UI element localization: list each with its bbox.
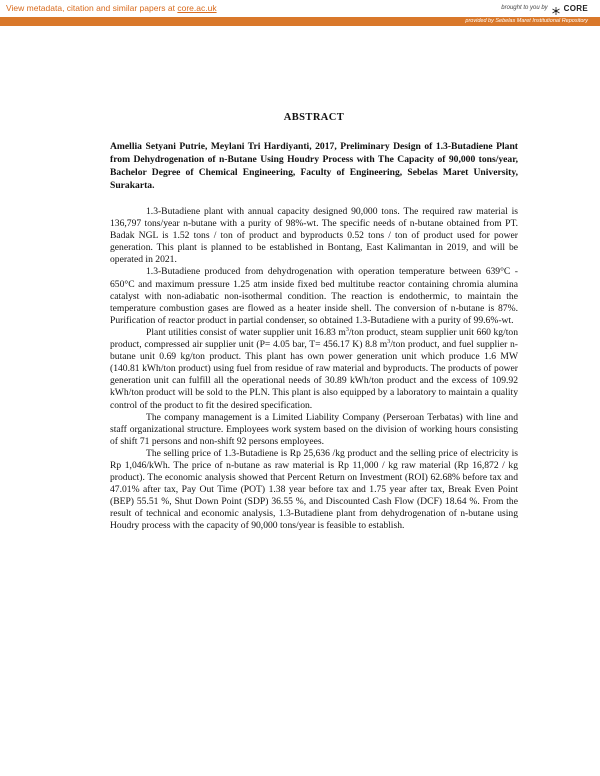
provided-by-text: provided by Sebelas Maret Institutional Repository [465, 18, 588, 24]
provided-by-bar [0, 17, 600, 26]
core-metadata-label: View metadata, citation and similar papers at [6, 3, 178, 13]
superscript-cubic-2: 3 [387, 338, 391, 345]
brought-to-you-label: brought to you by [501, 5, 548, 11]
superscript-cubic-1: 3 [345, 326, 349, 333]
core-brand[interactable] [501, 3, 588, 13]
core-metadata-text [6, 3, 217, 13]
core-link[interactable]: core.ac.uk [177, 3, 217, 13]
paragraph-management: The company management is a Limited Liability Company (Perseroan Terbatas) with line and staff organizational structure. Employees work system based on the division of working hours consisting of shift 71 persons and non-shift 92 persons employees. [110, 411, 518, 447]
abstract-page [110, 112, 518, 533]
paragraph-utilities [110, 327, 518, 412]
paragraph-process: 1.3-Butadiene produced from dehydrogenation with operation temperature between 639°C - 650°C and maximum pressure 1.25 atm inside fixed bed multitube reactor containing chromia alumina catalyst with non-adiabatic non-isothermal condition. The reaction is endothermic, to maintain the temperature combustion gases are flowed as a heater inside shell. The conversion of n-butane is 87%. Purification of reactor product in partial condenser, so obtained 1.3-Butadiene with a purity of 99.6%-wt. [110, 266, 518, 326]
paragraph-capacity: 1.3-Butadiene plant with annual capacity designed 90,000 tons. The required raw material is 136,797 tons/year n-butane with a purity of 98%-wt. The specific needs of n-butane obtained from PT. Badak NGL is 1.52 tons / ton of product and byproducts 0.52 tons / ton of product used for power generation. This plant is planned to be established in Bontang, East Kalimantan in 2019, and will be operated in 2021. [110, 206, 518, 266]
utilities-text-a: Plant utilities consist of water supplier unit 16.83 m [146, 326, 346, 338]
utilities-text-b: /ton product, steam supplier unit 660 kg/ton product, compressed air supplier unit (P= 4.05 bar, T= 456.17 K) 8.8 m [110, 326, 518, 351]
core-logo-label: CORE [563, 3, 588, 13]
utilities-text-c: /ton product, and fuel supplier n-butane unit 0.69 kg/ton product. This plant has own power generation unit which produce 1.6 MW (140.81 kWh/ton product) using fuel from residue of raw material and byproducts. The products of power generation unit can fulfill all the operational needs of 30.89 kWh/ton product and the excess of 109.92 kWh/ton product will be sold to the PLN. This plant is also equipped by a laboratory to maintain a quality control of the product to fit the desired specification. [110, 339, 519, 411]
abstract-heading: ABSTRACT [283, 112, 345, 123]
core-logo-icon [551, 3, 561, 13]
core-banner [0, 0, 600, 26]
paragraph-economics: The selling price of 1.3-Butadiene is Rp 25,636 /kg product and the selling price of electricity is Rp 1,046/kWh. The price of n-butane as raw material is Rp 11,000 / kg raw material (Rp 16,872 / kg product). The economic analysis showed that Percent Return on Investment (ROI) 62.68% before tax and 47.01% after tax, Pay Out Time (POT) 1.38 year before tax and 1.75 year after tax, Break Even Point (BEP) 55.51 %, Shut Down Point (SDP) 36.55 %, and Discounted Cash Flow (DCF) 18.64 %. From the result of technical and economic analysis, 1.3-Butadiene plant from dehydrogenation of n-butane using Houdry process with the capacity of 90,000 tons/year is feasible to establish. [110, 447, 518, 532]
citation-block: Amellia Setyani Putrie, Meylani Tri Hardiyanti, 2017, Preliminary Design of 1.3-Butadiene Plant from Dehydrogenation of n-Butane Using Houdry Process with The Capacity of 90,000 tons/year, Bachelor Degree of Chemical Engineering, Faculty of Engineering, Sebelas Maret University, Surakarta. [110, 141, 518, 191]
